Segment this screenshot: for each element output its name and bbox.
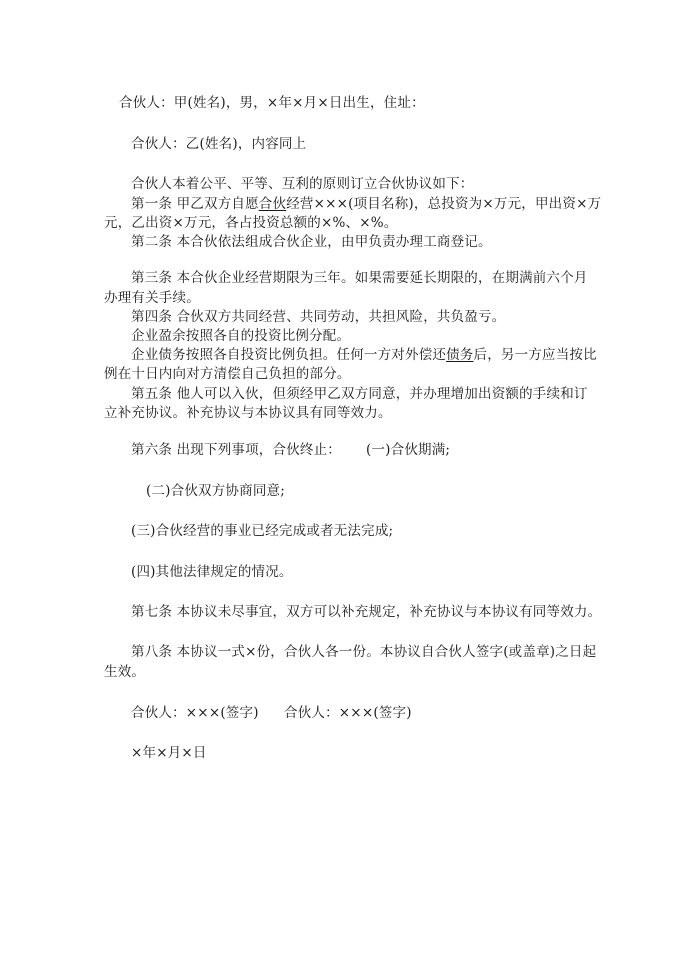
article-3-line-1: 第三条 本合伙企业经营期限为三年。如果需要延长期限的，在期满前六个月: [131, 270, 588, 286]
debt-link[interactable]: 债务: [446, 347, 474, 363]
termination-item-1: (一)合伙期满;: [366, 442, 451, 458]
article-1-line-1: [131, 194, 601, 214]
partner-b-line: 合伙人：乙(姓名)，内容同上: [131, 136, 307, 152]
signature-partner-b: 合伙人：×××(签字): [284, 705, 412, 721]
debt-line-1: [131, 345, 597, 365]
partner-a-line: 合伙人：甲(姓名)，男，×年×月×日出生，住址：: [119, 95, 425, 111]
article-5-line-1: 第五条 他人可以入伙，但须经甲乙双方同意，并办理增加出资额的手续和订: [131, 386, 588, 402]
debt-text-pre: 企业债务按照各自投资比例负担。任何一方对外偿还: [131, 347, 447, 363]
article-1-line-2: 元，乙出资×万元，各占投资总额的×%、×%。: [104, 215, 398, 231]
termination-item-3: (三)合伙经营的事业已经完成或者无法完成;: [131, 523, 394, 539]
article-1-text-pre: 第一条 甲乙双方自愿: [131, 196, 259, 212]
article-1-text-post: 经营×××(项目名称)，总投资为×万元，甲出资×万: [286, 196, 602, 212]
article-4: 第四条 合伙双方共同经营、共同劳动，共担风险，共负盈亏。: [131, 309, 506, 325]
debt-line-2: 例在十日内向对方清偿自己负担的部分。: [104, 366, 351, 382]
termination-item-2: (二)合伙双方协商同意;: [146, 483, 285, 499]
article-3-line-2: 办理有关手续。: [104, 290, 200, 306]
article-2: 第二条 本合伙依法组成合伙企业，由甲负责办理工商登记。: [131, 234, 492, 250]
partnership-link[interactable]: 合伙: [258, 196, 287, 212]
article-6: 第六条 出现下列事项，合伙终止：: [131, 442, 341, 458]
termination-item-4: (四)其他法律规定的情况。: [131, 564, 293, 580]
signing-date: ×年×月×日: [131, 745, 207, 761]
profit-distribution: 企业盈余按照各自的投资比例分配。: [131, 328, 351, 344]
debt-text-post: 后，另一方应当按比: [473, 347, 597, 363]
article-8-line-1: 第八条 本协议一式×份，合伙人各一份。本协议自合伙人签字(或盖章)之日起: [131, 644, 597, 660]
article-5-line-2: 立补充协议。补充协议与本协议具有同等效力。: [104, 405, 392, 421]
article-7: 第七条 本协议未尽事宜，双方可以补充规定，补充协议与本协议有同等效力。: [131, 604, 602, 620]
agreement-intro: 合伙人本着公平、平等、互利的原则订立合伙协议如下：: [131, 176, 474, 192]
article-8-line-2: 生效。: [104, 664, 146, 680]
signature-partner-a: 合伙人：×××(签字): [131, 705, 259, 721]
